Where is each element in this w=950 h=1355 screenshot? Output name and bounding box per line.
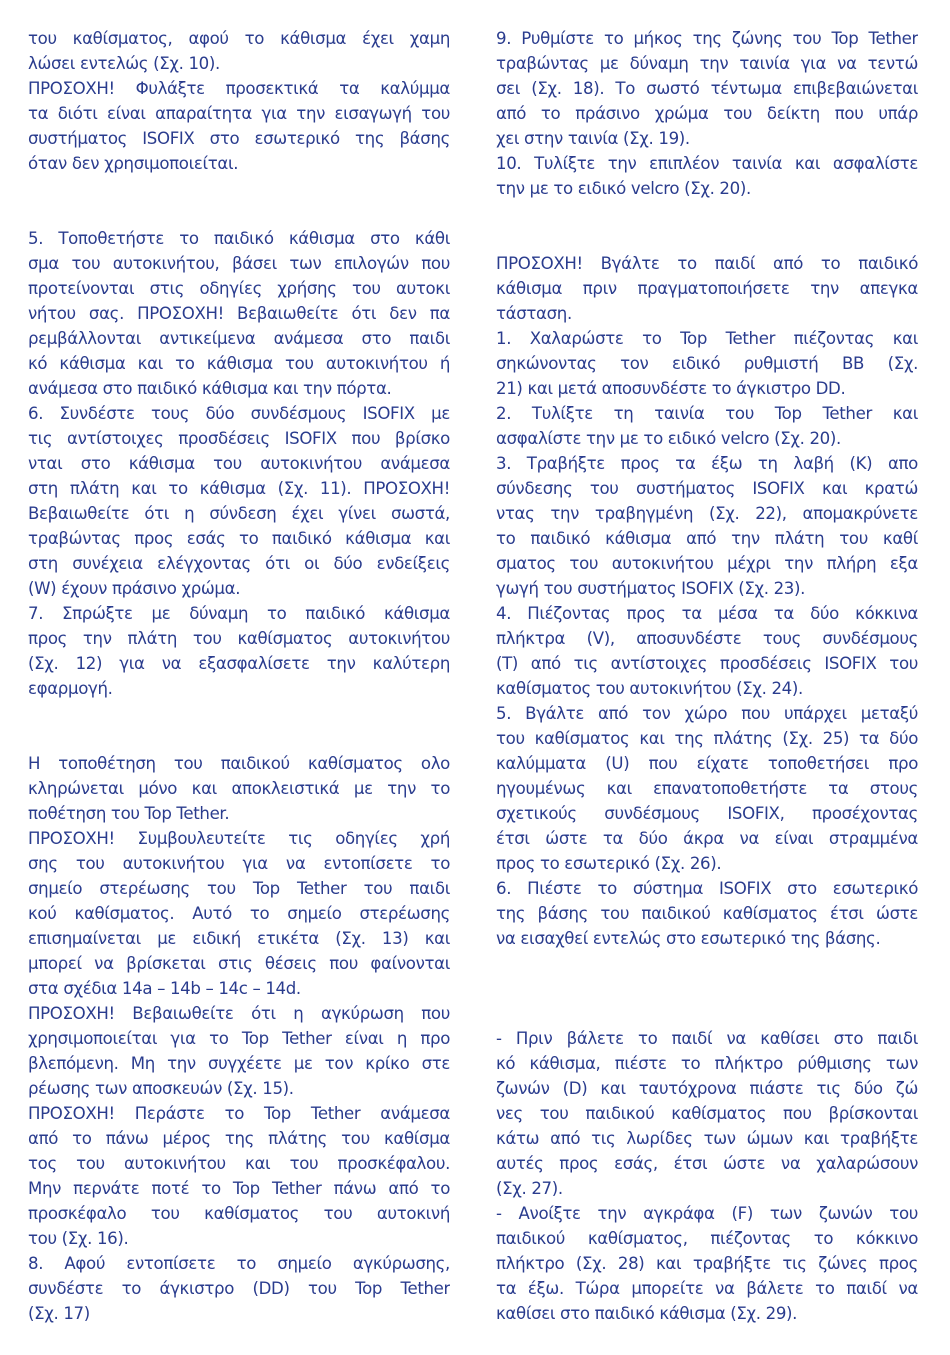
text-line: κό κάθισμα, πιέστε το πλήκτρο ρύθμισης των: [496, 1054, 918, 1073]
text-line: αυτές προς εσάς, έτσι ώστε να χαλαρώσουν: [496, 1154, 918, 1173]
text-line: σμα του αυτοκινήτου, βάσει των επιλογών που: [28, 254, 450, 273]
text-line: προς την πλάτη του καθίσματος αυτοκινήτου: [28, 629, 450, 648]
text-line: Μην περνάτε ποτέ το Top Tether πάνω από το: [28, 1179, 450, 1198]
text-line: ΠΡΟΣΟΧΗ! Περάστε το Top Tether ανάμεσα: [28, 1104, 450, 1123]
text-block: [496, 26, 918, 201]
left-column: [28, 26, 450, 1326]
text-block: [28, 26, 450, 176]
text-line: κάτω από τις λωρίδες των ώμων και τραβήξτε: [496, 1129, 918, 1148]
text-line: συνδέστε το άγκιστρο (DD) του Top Tether: [28, 1279, 450, 1298]
text-line: προσκέφαλο του καθίσματος του αυτοκινή: [28, 1204, 450, 1223]
text-line: ζωνών (D) και ταυτόχρονα πιάστε τις δύο ζώ: [496, 1079, 918, 1098]
text-line: νες του παιδικού καθίσματος που βρίσκονται: [496, 1104, 918, 1123]
text-line: τος του αυτοκινήτου και του προσκέφαλου.: [28, 1154, 450, 1173]
text-line: γωγή του συστήματος ISOFIX (Σχ. 23).: [496, 579, 806, 598]
text-line: Βεβαιωθείτε ότι η σύνδεση έχει γίνει σωστά,: [28, 504, 450, 523]
text-line: σημείο στερέωσης του Top Tether του παιδι: [28, 879, 450, 898]
text-line: ρεμβάλλονται αντικείμενα ανάμεσα στο παιδι: [28, 329, 450, 348]
text-line: σηκώνοντας τον ειδικό ρυθμιστή BB (Σχ.: [496, 354, 918, 373]
text-block: [28, 226, 450, 701]
text-block: [496, 251, 918, 951]
text-line: 2. Τυλίξτε τη ταινία του Top Tether και: [496, 404, 918, 423]
text-line: τραβώντας προς εσάς το παιδικό κάθισμα και: [28, 529, 450, 548]
text-line: 3. Τραβήξτε προς τα έξω τη λαβή (K) απο: [496, 454, 918, 473]
text-line: 10. Τυλίξτε την επιπλέον ταινία και ασφαλίστε: [496, 154, 918, 173]
text-line: τα έξω. Τώρα μπορείτε να βάλετε το παιδί να: [496, 1279, 918, 1298]
text-line: από το πάνω μέρος της πλάτης του καθίσμα: [28, 1129, 450, 1148]
text-line: ΠΡΟΣΟΧΗ! Φυλάξτε προσεκτικά τα καλύμμα: [28, 79, 450, 98]
text-line: καλύμματα (U) που είχατε τοποθετήσει προ: [496, 754, 918, 773]
text-line: σει (Σχ. 18). Το σωστό τέντωμα επιβεβαιώνεται: [496, 79, 918, 98]
text-line: (W) έχουν πράσινο χρώμα.: [28, 579, 241, 598]
text-line: νται στο κάθισμα του αυτοκινήτου ανάμεσα: [28, 454, 450, 473]
text-line: στη πλάτη και το κάθισμα (Σχ. 11). ΠΡΟΣΟΧΗ!: [28, 479, 450, 498]
text-line: πλήκτρο (Σχ. 28) και τραβήξτε τις ζώνες προς: [496, 1254, 918, 1273]
text-line: 9. Ρυθμίστε το μήκος της ζώνης του Top Tether: [496, 29, 918, 48]
text-line: τα διότι είναι απαραίτητα για την εισαγωγή του: [28, 104, 450, 123]
text-line: χει στην ταινία (Σχ. 19).: [496, 129, 690, 148]
text-line: - Πριν βάλετε το παιδί να καθίσει στο παιδι: [496, 1029, 918, 1048]
text-line: του καθίσματος και της πλάτης (Σχ. 25) τα δύο: [496, 729, 918, 748]
text-line: 6. Πιέστε το σύστημα ISOFIX στο εσωτερικό: [496, 879, 918, 898]
text-line: σματος του αυτοκινήτου μέχρι την πλήρη εξα: [496, 554, 918, 573]
text-line: τις αντίστοιχες προσδέσεις ISOFIX που βρίσκο: [28, 429, 450, 448]
text-line: 5. Τοποθετήστε το παιδικό κάθισμα στο κάθι: [28, 229, 450, 248]
text-line: καθίσματος του αυτοκινήτου (Σχ. 24).: [496, 679, 803, 698]
text-line: ρέωσης των αποσκευών (Σχ. 15).: [28, 1079, 294, 1098]
text-line: του καθίσματος, αφού το κάθισμα έχει χαμη: [28, 29, 450, 48]
text-line: στη συνέχεια ελέγχοντας ότι οι δύο ενδείξεις: [28, 554, 450, 573]
text-line: όταν δεν χρησιμοποιείται.: [28, 154, 239, 173]
text-line: χρησιμοποιείται για το Top Tether είναι η προ: [28, 1029, 450, 1048]
text-line: καθίσει στο παιδικό κάθισμα (Σχ. 29).: [496, 1304, 798, 1323]
text-line: ντας την τραβηγμένη (Σχ. 22), απομακρύνετε: [496, 504, 918, 523]
text-line: της βάσης του παιδικού καθίσματος έτσι ώστε: [496, 904, 918, 923]
text-line: πλήκτρα (V), αποσυνδέστε τους συνδέσμους: [496, 629, 918, 648]
text-line: κληρώνεται μόνο και αποκλειστικά με την το: [28, 779, 450, 798]
text-line: ηγουμένως και επανατοποθετήστε τα στους: [496, 779, 918, 798]
text-line: προτείνονται στις οδηγίες χρήσης του αυτοκι: [28, 279, 450, 298]
text-line: ασφαλίστε την με το ειδικό velcro (Σχ. 20).: [496, 429, 841, 448]
text-line: - Ανοίξτε την αγκράφα (F) των ζωνών του: [496, 1204, 918, 1223]
text-line: σης του αυτοκινήτου για να εντοπίσετε το: [28, 854, 450, 873]
text-line: παιδικού καθίσματος, πιέζοντας το κόκκινο: [496, 1229, 918, 1248]
text-line: 7. Σπρώξτε με δύναμη το παιδικό κάθισμα: [28, 604, 450, 623]
text-block: [496, 1026, 918, 1326]
text-line: (T) από τις αντίστοιχες προσδέσεις ISOFIX του: [496, 654, 918, 673]
text-line: το παιδικό κάθισμα από την πλάτη του καθί: [496, 529, 918, 548]
text-line: 4. Πιέζοντας προς τα μέσα τα δύο κόκκινα: [496, 604, 918, 623]
text-line: κάθισμα πριν πραγματοποιήσετε την απεγκα: [496, 279, 918, 298]
text-line: έτσι ώστε τα δύο άκρα να είναι στραμμένα: [496, 829, 918, 848]
text-line: λώσει εντελώς (Σχ. 10).: [28, 54, 220, 73]
text-line: κό κάθισμα και το κάθισμα του αυτοκινήτου ή: [28, 354, 450, 373]
text-line: τραβώντας με δύναμη την ταινία για να τεντώ: [496, 54, 918, 73]
text-line: 21) και μετά αποσυνδέστε το άγκιστρο DD.: [496, 379, 846, 398]
text-line: του (Σχ. 16).: [28, 1229, 129, 1248]
text-line: ΠΡΟΣΟΧΗ! Συμβουλευτείτε τις οδηγίες χρή: [28, 829, 450, 848]
text-line: σχετικούς συνδέσμους ISOFIX, προσέχοντας: [496, 804, 918, 823]
text-line: να εισαχθεί εντελώς στο εσωτερικό της βάσης.: [496, 929, 881, 948]
text-line: Η τοποθέτηση του παιδικού καθίσματος ολο: [28, 754, 450, 773]
text-line: συστήματος ISOFIX στο εσωτερικό της βάσης: [28, 129, 450, 148]
text-line: στα σχέδια 14a – 14b – 14c – 14d.: [28, 979, 301, 998]
text-line: ΠΡΟΣΟΧΗ! Βεβαιωθείτε ότι η αγκύρωση που: [28, 1004, 450, 1023]
text-line: ανάμεσα στο παιδικό κάθισμα και την πόρτα.: [28, 379, 392, 398]
text-line: μπορεί να βρίσκεται στις θέσεις που φαίνονται: [28, 954, 450, 973]
text-line: τάσταση.: [496, 304, 572, 323]
right-column: [496, 26, 918, 1326]
text-line: 6. Συνδέστε τους δύο συνδέσμους ISOFIX με: [28, 404, 450, 423]
text-line: εφαρμογή.: [28, 679, 113, 698]
text-line: ΠΡΟΣΟΧΗ! Βγάλτε το παιδί από το παιδικό: [496, 254, 918, 273]
text-line: σύνδεσης του συστήματος ISOFIX και κρατώ: [496, 479, 918, 498]
text-line: κού καθίσματος. Αυτό το σημείο στερέωσης: [28, 904, 450, 923]
text-line: επισημαίνεται με ειδική ετικέτα (Σχ. 13) και: [28, 929, 450, 948]
text-line: (Σχ. 12) για να εξασφαλίσετε την καλύτερη: [28, 654, 450, 673]
text-line: από το πράσινο χρώμα του δείκτη που υπάρ: [496, 104, 918, 123]
text-block: [28, 751, 450, 1326]
text-line: 1. Χαλαρώστε το Top Tether πιέζοντας και: [496, 329, 918, 348]
text-line: την με το ειδικό velcro (Σχ. 20).: [496, 179, 751, 198]
text-line: ποθέτηση του Top Tether.: [28, 804, 230, 823]
text-line: (Σχ. 17): [28, 1304, 90, 1323]
text-line: 8. Αφού εντοπίσετε το σημείο αγκύρωσης,: [28, 1254, 450, 1273]
text-line: (Σχ. 27).: [496, 1179, 563, 1198]
text-line: προς το εσωτερικό (Σχ. 26).: [496, 854, 722, 873]
text-line: βλεπόμενη. Μη την συγχέετε με τον κρίκο στε: [28, 1054, 450, 1073]
text-line: νήτου σας. ΠΡΟΣΟΧΗ! Βεβαιωθείτε ότι δεν πα: [28, 304, 450, 323]
text-line: 5. Βγάλτε από τον χώρο που υπάρχει μεταξύ: [496, 704, 918, 723]
